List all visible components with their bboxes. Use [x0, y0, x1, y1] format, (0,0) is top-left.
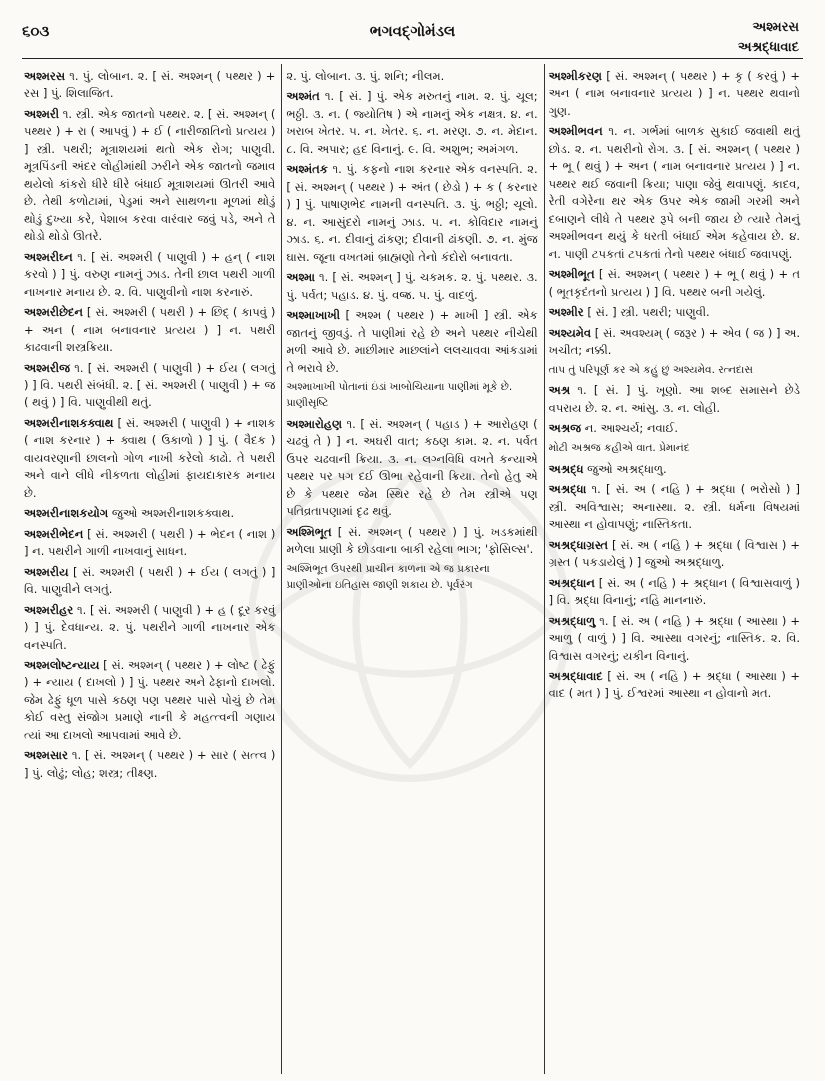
definition: ૧. [ સં. અશ્મરી ( પાણુવી ) + ઈય ( લગતું ) ] વિ. પથરી સંબંધી. ૨. [ સં. અશ્મરી ( પાણુવી ) + જ ( થવું ) ] વિ. પાણુવીથી થતું. [24, 360, 276, 410]
column-1 [20, 64, 281, 1074]
dictionary-entry [24, 602, 275, 654]
dictionary-entry [286, 269, 537, 304]
definition: ૧. [ સં. ] પું. ખૂણો. આ શબ્દ સમાસને છેડે વપરાય છે. ૨. ન. આંસુ. ૩. ન. લોહી. [548, 383, 800, 415]
headword: અશ્મરીઘ્ન [24, 249, 73, 264]
headword: અશ્મીભૂત [548, 267, 595, 282]
dictionary-entry [549, 123, 800, 263]
headword: અશ્મંત [286, 89, 320, 104]
dictionary-entry [24, 304, 275, 356]
definition: ૧. [ સં. અશ્મન્ ] પું. ચકમક. ૨. પું. પથ્થર. ૩. પું. પર્વત; પહાડ. ૪. પું. વજ્ર. ૫. પું. વાદળું. [286, 270, 538, 302]
dictionary-entry [24, 526, 275, 561]
headword: અશ્મરી [24, 106, 60, 121]
page-number: ૬૦૩ [22, 22, 50, 40]
definition: [ સં. અશ્મરી ( પથરી ) + ભેદન ( નાશ ) ] ન. પથરીને ગાળી નાખવાનું સાધન. [24, 526, 276, 559]
dictionary-entry [549, 668, 800, 703]
headword: અશ્રદ્ધા [548, 482, 587, 497]
headword: અશ્રજ [548, 421, 582, 436]
dictionary-entry [24, 505, 275, 522]
citation [286, 562, 537, 594]
headword: અશ્રદ્ધાળુ [548, 613, 596, 628]
dictionary-entry [549, 325, 800, 360]
definition: ૧. પું. લોબાન. ૨. [ સં. અશ્મન્ ( પથ્થર ) + રસ ] પું. શિલાજિત. [24, 69, 276, 101]
headword: અશ્મરીભેદન [24, 526, 84, 541]
headword: અશ્મા [286, 270, 315, 285]
definition: ૧. પું. કફનો નાશ કરનાર એક વનસ્પતિ. ૨. [ સં. અશ્મન્ ( પથ્થર ) + અંત ( છેડો ) + ક ( કરનાર ) ] પું. પાષાણભેદ નામની વનસ્પતિ. ૩. પું. ભઠ્ઠી; ચૂલો. ૪. ન. આસુંદરો નામનું ઝાડ. ૫. ન. કોવિદાર નામનું ઝાડ. ૬. ન. દીવાનું ઢાંકણ; દીવાની ઢાંકણી. ૭. ન. મુંજ ઘાસ. જૂના વખતમાં બ્રાહ્મણો તેનો કંદોરો બનાવતા. [286, 162, 538, 264]
dictionary-columns [20, 64, 806, 1074]
headword: અશ્ર [548, 383, 571, 398]
headword: અશ્મરીય [24, 564, 69, 579]
definition: [ સં. અશ્મરી ( પથરી ) + છિદ્ ( કાપવું ) + અન ( નામ બનાવનાર પ્રત્યય ) ] ન. પથરી કાઢવાની શસ્ત્રક્રિયા. [24, 305, 276, 355]
dictionary-entry [286, 161, 537, 266]
headword: અશ્મરીછેદન [24, 305, 83, 320]
definition: ૧. [ સં. અશ્મરી ( પાણુવી ) + હ ( દૂર કરવું ) ] પું. દેવધાન્ય. ૨. પું. પથરીને ગાળી નાખનાર એક વનસ્પતિ. [24, 602, 276, 652]
dictionary-entry [24, 564, 275, 599]
dictionary-entry [24, 360, 275, 412]
dictionary-entry [549, 420, 800, 437]
headword: અશ્મિભૂત [286, 524, 332, 539]
dictionary-entry [286, 68, 537, 85]
dictionary-entry [286, 524, 537, 559]
headword: અશ્મરીજ [24, 360, 70, 375]
headword: અશ્રદ્ધાગ્રસ્ત [548, 537, 609, 552]
headword: અશ્માખાખી [286, 308, 341, 323]
definition: [ સં. અ ( નહિ ) + શ્રદ્ધાન ( વિશ્વાસવાળું ) ] વિ. શ્રદ્ધા વિનાનું; નહિ માનનારું. [548, 575, 800, 608]
headword: અશ્મીર [548, 305, 584, 320]
definition: [ સં. અશ્મન્ ( પથ્થર ) + કૃ ( કરવું ) + અન ( નામ બનાવનાર પ્રત્યય ) ] ન. પથ્થર થવાનો ગુણ. [548, 69, 800, 118]
definition: જુઓ અશ્રદ્ધાળુ. [587, 461, 667, 476]
dictionary-entry [24, 747, 275, 782]
dictionary-entry [549, 304, 800, 321]
dictionary-entry [24, 415, 275, 502]
dictionary-entry [24, 657, 275, 744]
headword: અશ્મરીનાશકયોગ [24, 506, 109, 521]
guide-word-last: અશ્રદ્ધાવાદ [737, 40, 799, 55]
headword: અશ્મીભવન [548, 124, 603, 139]
headword: અશ્મરસ [24, 69, 66, 83]
definition: ૧. [ સં. અ ( નહિ ) + શ્રદ્ધા ( ભરોસો ) ] સ્ત્રી. અવિશ્વાસ; અનાસ્થા. ૨. સ્ત્રી. ધર્મના વિષયમાં આસ્થા ન હોવાપણું; નાસ્તિકતા. [548, 482, 800, 532]
definition: ન. આશ્ચર્ય; નવાઈ. [584, 421, 679, 436]
definition: ૧. ન. ગર્ભમાં બાળક સુકાઈ જવાથી થતું છોડ. ૨. ન. પથરીનો રોગ. ૩. [ સં. અશ્મન્ ( પથ્થર ) + ભૂ ( થવું ) + અન ( નામ બનાવનાર પ્રત્યય ) ] ન. પથ્થર થઈ જવાની ક્રિયા; પાણા જેવું થવાપણું. કાદવ, રેતી વગેરેના થર એક ઉપર એક જામી ગરમી અને દબાણને લીધે તે પથ્થર રૂપે બની જાય છે ત્યારે તેમનું અશ્મીભવન થયું કે ધરતી બંધાઈ એમ કહેવાય છે. ૪. ન. પાણી ટપકતાં ટપકતાં તેનો પથ્થર બંધાઈ જવાપણું. [548, 124, 800, 261]
citation-text: તાપ તું પરિપૂર્ણ કર એ કહું છું અશ્યમેવ. રત્નદાસ [548, 363, 753, 376]
dictionary-entry [549, 68, 800, 120]
definition: [ સં. અશ્મન્ ( પથ્થર ) ] પું. ખડકમાંથી મળેલા પ્રાણી કે છોડવાના બાકી રહેલા ભાગ; 'ફોસિલ્સ'. [286, 524, 538, 557]
definition: ૧. [ સં. અશ્મન્ ( પથ્થર ) + સાર ( સત્ત્વ ) ] પું. લોઢું; લોહ; શસ્ત્ર; તીક્ષ્ણ. [24, 748, 276, 780]
headword: અશ્મારોહણ [286, 416, 343, 431]
citation [286, 380, 537, 412]
column-3 [545, 64, 806, 1074]
headword: અશ્મસાર [24, 748, 68, 763]
dictionary-entry [549, 382, 800, 417]
dictionary-entry [549, 537, 800, 572]
headword: અશ્રદ્ધાવાદ [548, 668, 603, 683]
definition: [ સં. અવશ્યમ્ ( જરૂર ) + એવ ( જ ) ] અ. ખચીત; નક્કી. [548, 325, 800, 358]
definition: ૧. [ સં. અશ્મરી ( પાણુવી ) + હન્ ( નાશ કરવો ) ] પું. વરુણ નામનું ઝાડ. તેની છાલ પથરી ગાળી નાખનાર મનાય છે. ૨. વિ. પાણુવીનો નાશ કરનારું. [24, 249, 276, 299]
dictionary-entry [549, 575, 800, 610]
definition: [ સં. અશ્મરી ( પાણુવી ) + નાશક ( નાશ કરનાર ) + ક્વાથ ( ઉકાળો ) ] પું. ( વૈદક ) વાયવરણાની છાલનો ગોળ નાખી કરેલો કાઢો. તે પથરી અને વાને લીધે નીકળતા લોહીમાં ફાયદાકારક મનાય છે. [24, 415, 276, 500]
headword: અશ્મરીનાશકક્વાથ [24, 415, 114, 430]
dictionary-entry [24, 249, 275, 301]
running-title: ભગવદ્ગોમંડલ [369, 22, 456, 40]
headword: અશ્રદ્ધ [548, 461, 584, 476]
dictionary-entry [549, 481, 800, 533]
dictionary-entry [286, 416, 537, 521]
dictionary-entry [24, 68, 275, 103]
definition: ૧. સ્ત્રી. એક જાતનો પથ્થર. ૨. [ સં. અશ્મન્ ( પથ્થર ) + રા ( આપવું ) + ઈ ( નારીજાતિનો પ્રત્યય ) ] સ્ત્રી. પથરી; મૂત્રાશયમાં થતો એક રોગ; પાણુવી. મૂત્રપિંડની અંદર લોહીમાંથી ઝરીને એક જાતનો જમાવ થયેલો કાંકરો ધીરે ધીરે બંધાઈ મૂત્રાશયમાં ઊતરી આવે છે. તેથી કળોટામાં, પેડુમાં અને સાથળના મૂળમાં થોડું થોડું દુખ્યા કરે, પેશાબ કરવા વારંવાર જવું પડે, અને તે થોડો થોડો ઊતરે. [24, 106, 276, 244]
citation [549, 363, 800, 379]
headword: અશ્મીકરણ [548, 69, 602, 83]
definition: ૧. [ સં. ] પું. એક મરુતનું નામ. ૨. પું. ચૂલ; ભઠ્ઠી. ૩. ન. ( જ્યોતિષ ) એ નામનું એક નક્ષત્ર. ૪. ન. ખરાબ ખેતર. ૫. ન. ખેતર. ૬. ન. મરણ. ૭. ન. મેદાન. ૮. વિ. અપાર; હદ વિનાનું. ૯. વિ. અશુભ; અમંગળ. [286, 89, 538, 156]
definition: [ સં. ] સ્ત્રી. પથરી; પાણુવી. [587, 305, 710, 320]
headword: અશ્મંતક [286, 162, 328, 177]
citation-text: અશ્માખાખી પોતાનાં ઇંડાં ખાબોચિયાના પાણીમાં મૂકે છે. પ્રાણીસૃષ્ટિ [286, 380, 513, 409]
definition: ૨. પું. લોબાન. ૩. પું. શનિ; નીલમ. [286, 69, 445, 83]
definition: [ સં. અશ્મન્ ( પથ્થર ) + ભૂ ( થવું ) + ત ( ભૂતકૃદંતનો પ્રત્યય ) ] વિ. પથ્થર બની ગયેલું. [548, 267, 800, 299]
dictionary-entry [549, 461, 800, 478]
definition: [ સં. અશ્મરી ( પથરી ) + ઈય ( લગતું ) ] વિ. પાણુવીને લગતું. [24, 564, 276, 597]
header-rule [22, 58, 803, 59]
citation-text: મોટી અશ્રજ કહીએ વાત. પ્રેમાનંદ [548, 441, 690, 454]
definition: [ સં. અશ્મન્ ( પથ્થર ) + લોષ્ટ ( ઢેફું ) + ન્યાય ( દાખલો ) ] પું. પથ્થર અને ઢેફાનો દાખલો. જેમ ઢેફું ધૂળ પાસે કઠણ પણ પથ્થર પાસે પોચું છે તેમ કોઈ વસ્તુ સંજોગ પ્રમાણે નાની કે મહત્ત્વની ગણાય ત્યાં આ દાખલો આપવામાં આવે છે. [24, 658, 276, 742]
definition: [ સં. અ ( નહિ ) + શ્રદ્ધા ( વિશ્વાસ ) + ગ્રસ્ત ( પકડાયેલું ) ] જુઓ અશ્રદ્ધાળુ. [548, 537, 800, 570]
guide-word-first: અશ્મરસ [752, 20, 799, 35]
headword: અશ્યમેવ [548, 325, 592, 340]
dictionary-entry [286, 307, 537, 377]
definition: [ અશ્મ ( પથ્થર ) + માખી ] સ્ત્રી. એક જાતનું જીવડું. તે પાણીમાં રહે છે અને પથ્થર નીચેથી મળી આવે છે. માછીમાર માછલાંને લલચાવવા આંકડામાં તે ભરાવે છે. [286, 308, 538, 375]
definition: ૧. [ સં. અ ( નહિ ) + શ્રદ્ધા ( આસ્થા ) + આળુ ( વાળું ) ] વિ. આસ્થા વગરનું; નાસ્તિક. ૨. વિ. વિશ્વાસ વગરનું; યકીન વિનાનું. [548, 613, 800, 663]
column-2 [282, 64, 543, 1074]
citation-text: અશ્મિભૂત ઉપરથી પ્રાચીન કાળના એ જ પ્રકારના પ્રાણીઓના ઇતિહાસ જાણી શકાય છે. પૂર્વરંગ [286, 562, 490, 591]
headword: અશ્મલોષ્ટન્યાય [24, 658, 100, 672]
dictionary-entry [24, 106, 275, 246]
page-header [0, 0, 825, 64]
definition: [ સં. અ ( નહિ ) + શ્રદ્ધા ( આસ્થા ) + વાદ ( મત ) ] પું. ઈશ્વરમાં આસ્થા ન હોવાનો મત. [548, 668, 800, 701]
headword: અશ્રદ્ધાન [548, 575, 595, 590]
dictionary-entry [549, 266, 800, 301]
definition: જુઓ અશ્મરીનાશકક્વાથ. [111, 506, 235, 521]
dictionary-entry [549, 613, 800, 665]
headword: અશ્મરીહર [24, 602, 74, 617]
definition: ૧. [ સં. અશ્મન્ ( પહાડ ) + આરોહણ ( ચઢવું તે ) ] ન. અઘરી વાત; કઠણ કામ. ૨. ન. પર્વત ઉપર ચઢવાની ક્રિયા. ૩. ન. લગ્નવિધિ વખતે કન્યાએ પથ્થર પર પગ દઈ ઊભા રહેવાની ક્રિયા. તેનો હેતુ એ છે કે પથ્થર જેમ સ્થિર રહે છે તેમ સ્ત્રીએ પણ પતિવ્રતાપણામાં દૃઢ થવું. [286, 416, 538, 519]
dictionary-entry [286, 88, 537, 158]
citation [549, 441, 800, 457]
